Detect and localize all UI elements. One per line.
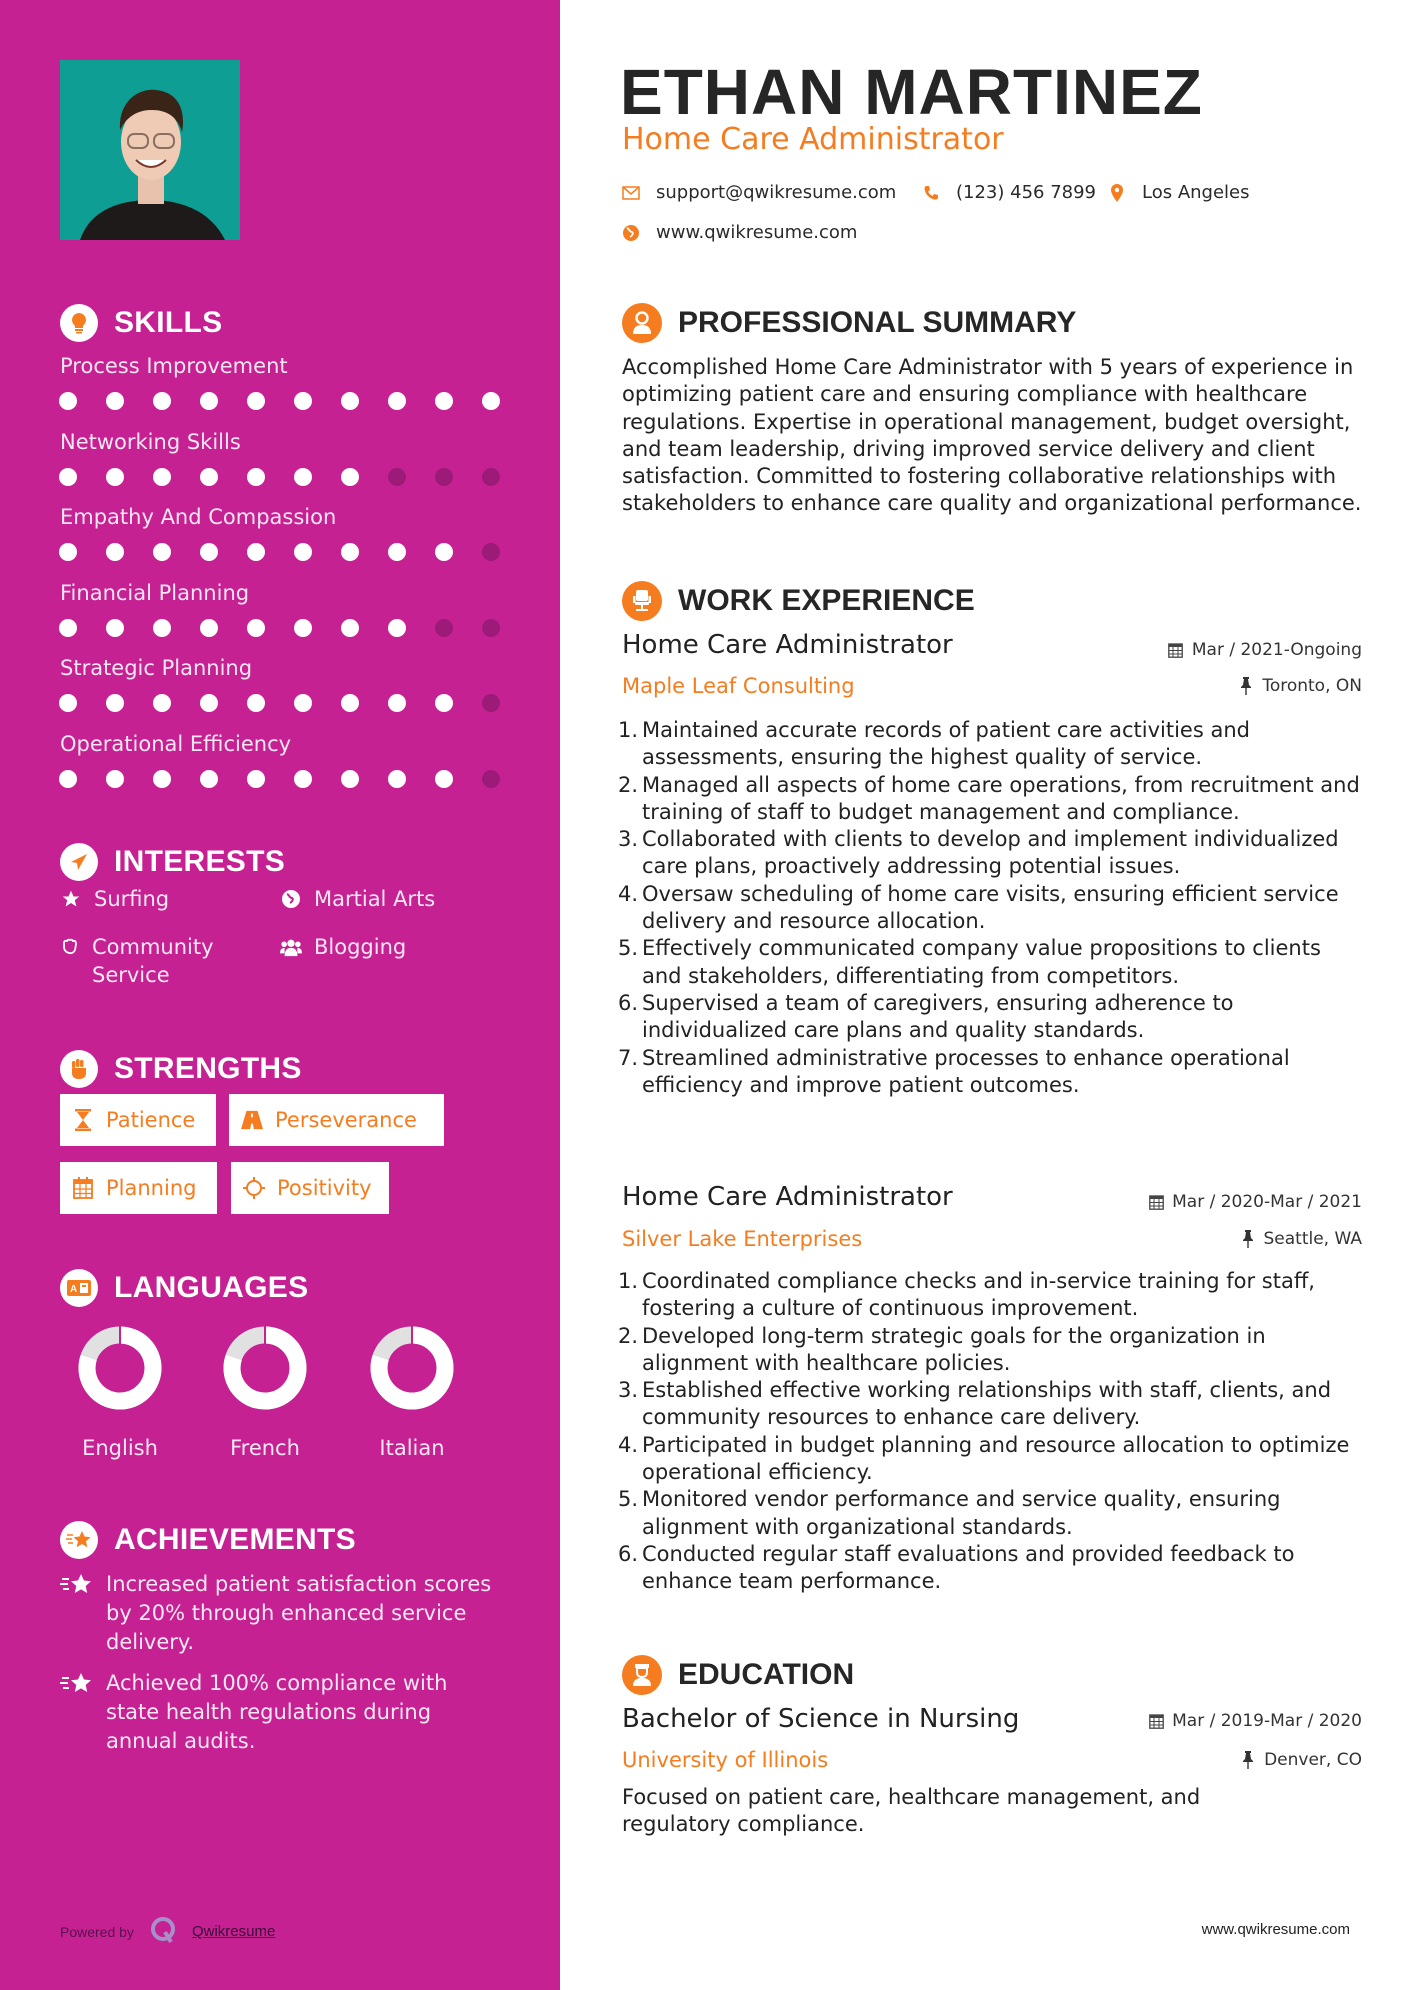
rating-dot-filled — [106, 770, 124, 788]
rating-dot-filled — [59, 392, 77, 410]
bullet-number: 7. — [617, 1045, 638, 1070]
rating-dot-filled — [388, 619, 406, 637]
job-dates: Mar / 2020-Mar / 2021 — [1148, 1192, 1362, 1212]
users-icon — [280, 933, 302, 961]
person-portrait-icon — [60, 60, 240, 240]
rating-dot-filled — [153, 543, 171, 561]
bullet-number: 4. — [617, 881, 638, 906]
rating-dot-filled — [294, 770, 312, 788]
education-dates: Mar / 2019-Mar / 2020 — [1148, 1711, 1362, 1731]
bullet-number: 5. — [617, 1487, 638, 1512]
rating-dot-filled — [294, 468, 312, 486]
job-location: Toronto, ON — [1238, 676, 1362, 696]
education-location: Denver, CO — [1240, 1750, 1362, 1770]
pushpin-icon — [1238, 677, 1254, 695]
job-company: Silver Lake Enterprises — [622, 1227, 863, 1251]
job-bullet — [604, 1377, 1364, 1432]
shooting-star-icon — [60, 1521, 98, 1559]
rating-dot-empty — [482, 543, 500, 561]
bullet-number: 3. — [617, 827, 638, 852]
rating-dot-filled — [247, 694, 265, 712]
skill-label: Strategic Planning — [60, 656, 253, 680]
language-donut-chart — [223, 1326, 307, 1410]
summary-heading: PROFESSIONAL SUMMARY — [622, 302, 1076, 344]
interests-heading: INTERESTS — [60, 842, 285, 882]
achievement-item: Increased patient satisfaction scores by 20% through enhanced service delivery. — [60, 1570, 500, 1657]
bullet-text: Effectively communicated company value propositions to clients and stakeholders, differentiating from competitors. — [642, 936, 1321, 988]
rating-dot-filled — [435, 392, 453, 410]
powered-by: Powered by Qwikresume — [60, 1916, 275, 1947]
sun-icon — [243, 1177, 265, 1199]
bullet-text: Conducted regular staff evaluations and provided feedback to enhance team performance. — [642, 1541, 1295, 1594]
envelope-icon — [622, 184, 640, 202]
contact-website[interactable]: www.qwikresume.com — [622, 222, 857, 243]
rating-dot-filled — [247, 468, 265, 486]
rating-dot-filled — [388, 543, 406, 561]
bullet-number: 5. — [617, 936, 638, 961]
footer-website[interactable]: www.qwikresume.com — [1201, 1921, 1350, 1938]
job-bullets — [604, 1268, 1364, 1596]
rating-dot-filled — [59, 468, 77, 486]
skill-rating — [59, 619, 529, 637]
language-label: English — [82, 1436, 158, 1460]
job-location: Seattle, WA — [1240, 1229, 1363, 1249]
rating-dot-filled — [341, 392, 359, 410]
bullet-text: Managed all aspects of home care operations, from recruitment and training of staff to budget management and compliance. — [642, 772, 1360, 824]
language-label: French — [230, 1436, 300, 1460]
contact-location: Los Angeles — [1108, 182, 1250, 203]
star-icon — [60, 885, 82, 913]
job-bullet — [604, 990, 1364, 1045]
hourglass-icon — [72, 1109, 94, 1131]
calendar-icon — [1168, 641, 1184, 659]
rating-dot-filled — [200, 543, 218, 561]
skill-label: Financial Planning — [60, 580, 250, 605]
lightbulb-icon — [60, 304, 98, 342]
education-degree: Bachelor of Science in Nursing — [622, 1704, 1020, 1734]
language-donut-chart — [78, 1326, 162, 1410]
rating-dot-filled — [106, 468, 124, 486]
candidate-name: ETHAN MARTINEZ — [620, 56, 1203, 128]
calendar-icon — [1148, 1712, 1164, 1730]
profile-photo — [60, 60, 240, 240]
job-bullet — [604, 935, 1364, 990]
bullet-text: Oversaw scheduling of home care visits, ensuring efficient service delivery and resource allocation. — [642, 881, 1339, 934]
rating-dot-filled — [106, 392, 124, 410]
job-bullet — [604, 826, 1364, 881]
job-bullet — [604, 1045, 1364, 1100]
achievements-heading: ACHIEVEMENTS — [60, 1520, 356, 1560]
summary-text: Accomplished Home Care Administrator with 5 years of experience in optimizing patient care and ensuring compliance with healthcare regulations. Expertise in operational management, budget oversight, and team leadership, driving improved service delivery and client satisfaction. Committed to fostering collaborative relationships with stakeholders to enhance care quality and organizational performance. — [622, 355, 1362, 516]
skill-rating — [59, 392, 529, 410]
road-icon — [241, 1109, 263, 1131]
language-label: Italian — [379, 1436, 445, 1460]
job-bullets — [604, 717, 1364, 1099]
hand-icon — [60, 933, 80, 961]
interest-item: Surfing — [60, 885, 169, 913]
svg-text:A: A — [70, 1284, 78, 1295]
job-bullet — [604, 1323, 1364, 1378]
skill-label: Process Improvement — [60, 354, 288, 378]
bullet-text: Collaborated with clients to develop and implement individualized care plans, proactively addressing potential issues. — [642, 827, 1339, 879]
candidate-title: Home Care Administrator — [622, 122, 1004, 157]
pushpin-icon — [1240, 1230, 1256, 1248]
achievement-item: Achieved 100% compliance with state health regulations during annual audits. — [60, 1669, 500, 1756]
bullet-number: 1. — [617, 718, 638, 742]
skill-rating — [59, 770, 529, 788]
education-description: Focused on patient care, healthcare management, and regulatory compliance. — [622, 1785, 1201, 1837]
graduate-icon — [622, 1655, 662, 1695]
rating-dot-filled — [59, 619, 77, 637]
bullet-number: 6. — [617, 990, 638, 1015]
rating-dot-filled — [294, 619, 312, 637]
rating-dot-empty — [435, 619, 453, 637]
qwikresume-link[interactable]: Qwikresume — [191, 1923, 276, 1940]
skills-heading: SKILLS — [60, 303, 222, 343]
bullet-number: 3. — [617, 1378, 638, 1403]
rating-dot-empty — [482, 694, 500, 712]
job-bullet — [604, 772, 1364, 827]
education-heading: EDUCATION — [622, 1654, 854, 1696]
rating-dot-filled — [388, 392, 406, 410]
sidebar — [0, 0, 560, 1990]
rating-dot-filled — [247, 619, 265, 637]
rating-dot-filled — [341, 468, 359, 486]
strength-badge: Planning — [60, 1162, 217, 1214]
bullet-text: Monitored vendor performance and service quality, ensuring alignment with organizational standards. — [642, 1487, 1281, 1539]
shooting-star-icon — [60, 1570, 94, 1598]
globe-icon — [622, 224, 640, 242]
language-item — [352, 1326, 472, 1460]
rating-dot-filled — [482, 392, 500, 410]
rating-dot-filled — [388, 770, 406, 788]
job-bullet — [604, 1486, 1364, 1541]
job-role: Home Care Administrator — [622, 1182, 953, 1212]
bullet-number: 6. — [617, 1541, 638, 1566]
job-role: Home Care Administrator — [622, 630, 953, 660]
rating-dot-filled — [200, 770, 218, 788]
rating-dot-filled — [200, 392, 218, 410]
job-bullet — [604, 1432, 1364, 1487]
skill-label: Operational Efficiency — [60, 731, 292, 756]
languages-heading: A LANGUAGES — [60, 1268, 308, 1308]
rating-dot-empty — [388, 468, 406, 486]
bullet-text: Supervised a team of caregivers, ensuring adherence to individualized care plans and quality standards. — [642, 990, 1234, 1043]
contact-phone[interactable]: (123) 456 7899 — [922, 182, 1096, 203]
skill-label: Networking Skills — [60, 429, 241, 454]
experience-heading: WORK EXPERIENCE — [622, 580, 975, 622]
rating-dot-filled — [153, 770, 171, 788]
job-bullet — [604, 881, 1364, 936]
rating-dot-filled — [294, 543, 312, 561]
shooting-star-icon — [60, 1669, 94, 1697]
rating-dot-filled — [435, 543, 453, 561]
job-bullet — [604, 1268, 1364, 1323]
calendar-icon — [1148, 1193, 1164, 1211]
interest-item: Community Service — [60, 933, 260, 989]
rating-dot-filled — [153, 694, 171, 712]
bullet-text: Streamlined administrative processes to enhance operational efficiency and improve patient outcomes. — [642, 1045, 1290, 1097]
strength-badge: Positivity — [231, 1162, 389, 1214]
rating-dot-filled — [59, 543, 77, 561]
rating-dot-filled — [106, 619, 124, 637]
map-pin-icon — [1108, 184, 1126, 202]
rating-dot-filled — [153, 392, 171, 410]
calendar-icon — [72, 1177, 94, 1199]
job-dates: Mar / 2021-Ongoing — [1168, 640, 1362, 660]
rating-dot-filled — [388, 694, 406, 712]
office-chair-icon — [622, 581, 662, 621]
translate-icon — [60, 1269, 98, 1307]
globe-icon — [280, 885, 302, 913]
skill-rating — [59, 468, 529, 486]
rating-dot-filled — [153, 468, 171, 486]
job-bullet — [604, 1541, 1364, 1596]
skill-label: Empathy And Compassion — [60, 505, 337, 529]
pushpin-icon — [1240, 1751, 1256, 1769]
phone-icon — [922, 184, 940, 202]
education-school: University of Illinois — [622, 1748, 829, 1772]
rating-dot-filled — [341, 770, 359, 788]
rating-dot-filled — [106, 543, 124, 561]
interest-item: Martial Arts — [280, 885, 435, 913]
rating-dot-filled — [247, 770, 265, 788]
job-company: Maple Leaf Consulting — [622, 674, 855, 698]
paper-plane-icon — [60, 843, 98, 881]
rating-dot-filled — [341, 619, 359, 637]
rating-dot-filled — [341, 694, 359, 712]
bullet-number: 1. — [617, 1269, 638, 1293]
strengths-heading: STRENGTHS — [60, 1049, 302, 1089]
bullet-number: 2. — [617, 1323, 638, 1348]
strength-badge: Patience — [60, 1094, 216, 1146]
rating-dot-filled — [200, 468, 218, 486]
language-item — [205, 1326, 325, 1460]
contact-email[interactable]: support@qwikresume.com — [622, 182, 896, 203]
bullet-text: Maintained accurate records of patient care activities and assessments, ensuring the highest quality of service. — [642, 718, 1250, 770]
skill-rating — [59, 543, 529, 561]
rating-dot-filled — [106, 694, 124, 712]
bullet-number: 4. — [617, 1432, 638, 1457]
rating-dot-filled — [294, 392, 312, 410]
bullet-number: 2. — [617, 772, 638, 797]
rating-dot-filled — [247, 392, 265, 410]
job-bullet — [604, 717, 1364, 772]
rating-dot-filled — [59, 694, 77, 712]
rating-dot-filled — [153, 619, 171, 637]
rating-dot-filled — [294, 694, 312, 712]
rating-dot-filled — [200, 694, 218, 712]
rating-dot-empty — [482, 468, 500, 486]
strength-badge: Perseverance — [229, 1094, 444, 1146]
interest-item: Blogging — [280, 933, 406, 961]
rating-dot-empty — [435, 468, 453, 486]
skill-rating — [59, 694, 529, 712]
rating-dot-filled — [341, 543, 359, 561]
rating-dot-filled — [59, 770, 77, 788]
rating-dot-filled — [435, 770, 453, 788]
user-icon — [622, 303, 662, 343]
bullet-text: Coordinated compliance checks and in-service training for staff, fostering a culture of continuous improvement. — [642, 1269, 1315, 1321]
fist-icon — [60, 1050, 98, 1088]
bullet-text: Developed long-term strategic goals for the organization in alignment with healthcare policies. — [642, 1323, 1266, 1375]
language-item — [60, 1326, 180, 1460]
rating-dot-filled — [435, 694, 453, 712]
bullet-text: Established effective working relationships with staff, clients, and community resources to enhance care delivery. — [642, 1378, 1332, 1430]
rating-dot-filled — [200, 619, 218, 637]
bullet-text: Participated in budget planning and resource allocation to optimize operational efficiency. — [642, 1432, 1350, 1485]
rating-dot-empty — [482, 770, 500, 788]
qwikresume-logo-icon — [150, 1916, 178, 1947]
language-donut-chart — [370, 1326, 454, 1410]
rating-dot-empty — [482, 619, 500, 637]
rating-dot-filled — [247, 543, 265, 561]
